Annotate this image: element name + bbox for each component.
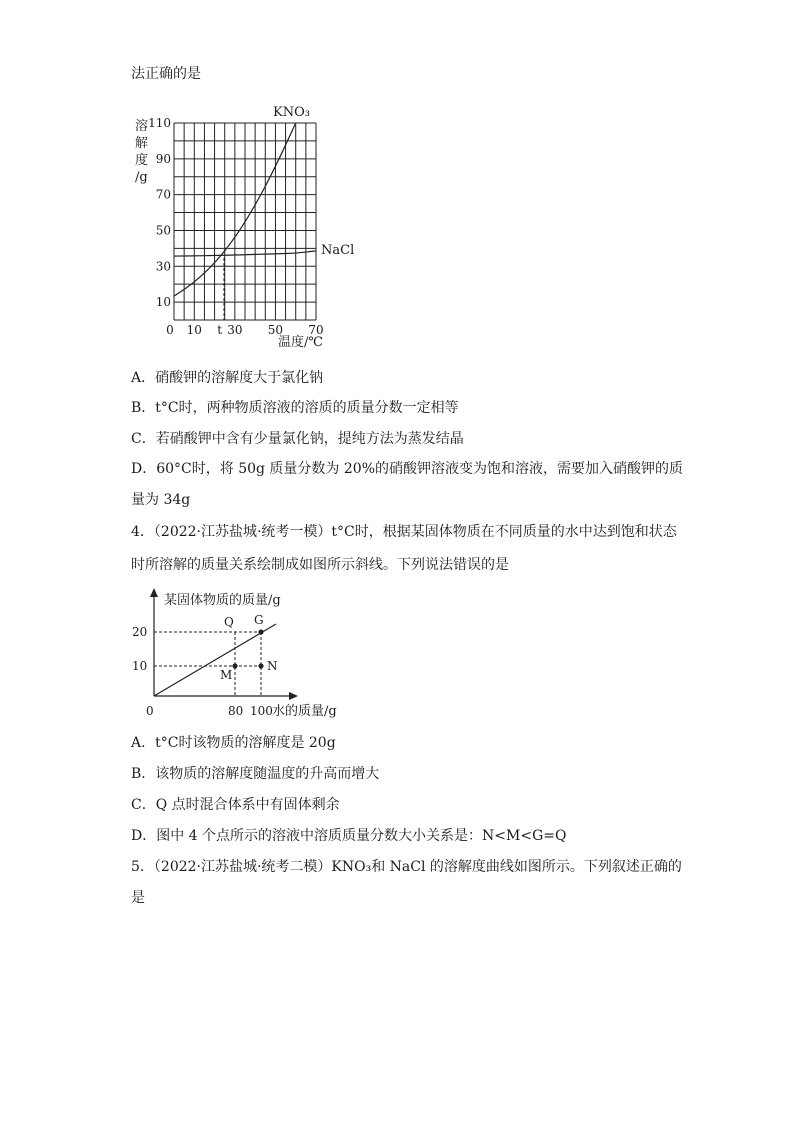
chart1-xlabel: 温度/℃ [278,335,323,350]
point-m-label: M [220,668,233,682]
xtick-label: 70 [308,323,324,337]
ytick-label: 110 [148,116,171,130]
ylabel-char-4: /g [135,170,148,185]
q5-stem-1: 5．（2022·江苏盐城·统考二模）KNO₃和 NaCl 的溶解度曲线如图所示。下列叙述正确的 [131,859,682,875]
q3-option-d: D．60°C时，将 50g 质量分数为 20%的硝酸钾溶液变为饱和溶液，需要加入硝酸钾的质 [131,461,683,477]
q4-stem-1: 4．（2022·江苏盐城·统考一模）t°C时，根据某固体物质在不同质量的水中达到饱和状态 [131,524,677,540]
xtick-label: 0 [166,323,174,337]
ytick-label: 30 [155,259,171,274]
ytick-20: 20 [132,625,148,639]
point-m [232,663,237,668]
q4-option-b: B．该物质的溶解度随温度的升高而增大 [131,766,380,782]
xtick-label: 30 [227,323,243,337]
intro-text: 法正确的是 [131,66,201,82]
x-axis-arrow [289,692,298,700]
y-axis-arrow [150,588,158,597]
xtick-100: 100 [250,704,273,718]
ytick-label: 90 [155,151,171,166]
point-g-label: G [254,613,264,627]
ytick-label: 70 [155,187,171,202]
q4-option-a: A．t°C时该物质的溶解度是 20g [131,735,336,751]
chart2-ylabel: 某固体物质的质量/g [164,593,281,608]
point-q-label: Q [224,615,234,629]
xtick-label: t [217,323,223,337]
point-n [258,663,263,668]
ytick-label: 10 [155,295,171,310]
ylabel-char-2: 解 [135,136,149,151]
q3-option-c: C．若硝酸钾中含有少量氯化钠，提纯方法为蒸发结晶 [131,431,464,447]
xtick-80: 80 [228,704,244,718]
nacl-label: NaCl [321,243,355,258]
kno3-label: KNO₃ [273,105,310,120]
q5-stem-2: 是 [131,890,145,906]
xtick-label: 10 [186,323,202,337]
ytick-10: 10 [132,659,148,673]
xtick-0: 0 [146,704,154,718]
q3-option-a: A．硝酸钾的溶解度大于氯化钠 [131,370,324,386]
solubility-chart [130,102,370,354]
ylabel-char-1: 溶 [135,119,149,134]
q4-stem-2: 时所溶解的质量关系绘制成如图所示斜线。下列说法错误的是 [131,557,509,573]
point-n-label: N [267,659,278,673]
saturation-line [154,624,276,696]
ylabel-char-3: 度 [135,153,149,168]
q4-option-c: C．Q 点时混合体系中有固体剩余 [131,797,340,813]
q3-option-d-cont: 量为 34g [131,492,191,508]
chart2-xlabel: 水的质量/g [272,704,337,719]
mass-chart [130,586,360,720]
point-g [258,629,263,634]
ytick-label: 50 [155,223,171,238]
xtick-label: 50 [267,323,284,337]
q4-option-d: D．图中 4 个点所示的溶液中溶质质量分数大小关系是：N<M<G=Q [131,828,567,844]
q3-option-b: B．t°C时，两种物质溶液的溶质的质量分数一定相等 [131,400,459,416]
